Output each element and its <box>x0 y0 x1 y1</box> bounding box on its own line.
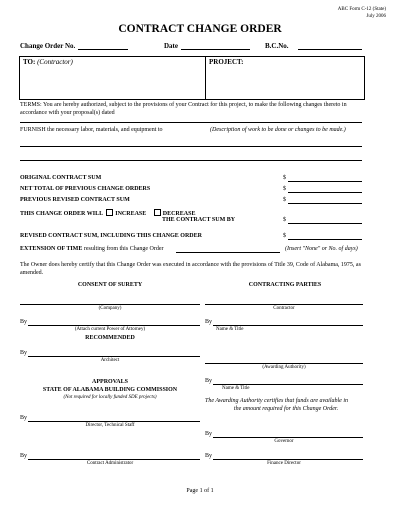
extension-text: resulting from this Change Order <box>83 246 164 252</box>
increase-checkbox[interactable] <box>106 209 113 216</box>
this-change-row <box>20 209 195 217</box>
contractor-by-label: By <box>205 319 213 325</box>
not-required-note: (Not required for locally funded SDE projects) <box>63 395 157 400</box>
to-label: TO: <box>23 58 36 66</box>
form-id: ABC Form C-12 (State) <box>337 7 386 12</box>
awarding-certifies-line-2: the amount required for this Change Order. <box>233 406 339 412</box>
to-label-wrap <box>23 58 73 66</box>
bc-no-field[interactable] <box>298 49 362 50</box>
dollar-5: $ <box>283 233 286 239</box>
decrease-label: DECREASE <box>162 211 196 217</box>
certify-text: The Owner does hereby certify that this Change Order was executed in accordance with the provisions of Title 39, Code of Alabama, 1975, as amended. <box>20 262 361 276</box>
attach-poa-caption: (Attach current Power of Attorney) <box>74 327 146 332</box>
original-sum-field[interactable] <box>288 181 362 182</box>
contract-admin-caption: Contract Administrator <box>86 461 134 466</box>
bc-no-label: B.C.No. <box>265 42 289 50</box>
terms-text: TERMS: You are hereby authorized, subject to the provisions of your Contract for this project, to make the following changes thereto in accordance with your proposal(s) dated <box>20 102 347 116</box>
form-date: July 2006 <box>366 13 386 19</box>
project-box[interactable] <box>205 56 365 100</box>
name-title-caption: Name & Title <box>216 327 244 332</box>
admin-by-line[interactable] <box>28 459 200 460</box>
furnish-line-2[interactable] <box>20 160 362 161</box>
parties-heading: CONTRACTING PARTIES <box>248 282 322 288</box>
recommended-heading: RECOMMENDED <box>85 335 135 341</box>
extension-field[interactable] <box>176 252 280 253</box>
extension-row <box>20 246 164 252</box>
commission-heading: STATE OF ALABAMA BUILDING COMMISSION <box>42 387 178 393</box>
change-order-no-field[interactable] <box>78 49 128 50</box>
extension-hint: (Insert "None" or No. of days) <box>285 246 358 252</box>
finance-director-caption: Finance Director <box>267 461 301 466</box>
architect-by-line[interactable] <box>28 356 200 357</box>
project-label: PROJECT: <box>209 58 244 66</box>
awarding-by-line[interactable] <box>213 384 363 385</box>
finance-by-line[interactable] <box>213 459 363 460</box>
extension-label: EXTENSION OF TIME <box>20 246 83 252</box>
date-field[interactable] <box>181 49 250 50</box>
page-footer: Page 1 of 1 <box>186 488 214 494</box>
furnish-line-1[interactable] <box>20 146 362 147</box>
dollar-2: $ <box>283 186 286 192</box>
governor-caption: Governor <box>274 439 294 444</box>
dollar-3: $ <box>283 197 286 203</box>
approvals-heading: APPROVALS <box>92 379 128 385</box>
consent-heading: CONSENT OF SURETY <box>77 282 143 288</box>
company-caption: (Company) <box>98 306 122 311</box>
surety-by-line[interactable] <box>28 325 200 326</box>
dollar-1: $ <box>283 175 286 181</box>
previous-revised-label: PREVIOUS REVISED CONTRACT SUM <box>20 197 130 203</box>
revised-including-field[interactable] <box>288 239 362 240</box>
contractor-by-line[interactable] <box>213 325 363 326</box>
dollar-4: $ <box>283 217 286 223</box>
name-title-caption-2: Name & Title <box>222 386 250 391</box>
governor-by-line[interactable] <box>213 437 363 438</box>
director-caption: Director, Technical Staff <box>85 423 135 428</box>
architect-by-label: By <box>20 350 28 356</box>
director-by-line[interactable] <box>28 421 200 422</box>
this-change-field[interactable] <box>288 223 362 224</box>
awarding-authority-caption: (Awarding Authority) <box>262 365 306 370</box>
net-previous-label: NET TOTAL OF PREVIOUS CHANGE ORDERS <box>20 186 151 192</box>
governor-by-label: By <box>205 431 213 437</box>
director-by-label: By <box>20 415 28 421</box>
contract-sum-by-label: THE CONTRACT SUM BY <box>162 217 236 223</box>
to-contractor-box[interactable] <box>19 56 206 100</box>
admin-by-label: By <box>20 453 28 459</box>
change-order-no-label: Change Order No. <box>20 42 76 50</box>
furnish-text: FURNISH the necessary labor, materials, and equipment to <box>20 127 163 133</box>
decrease-checkbox[interactable] <box>154 209 161 216</box>
awarding-certifies-line-1: The Awarding Authority certifies that funds are available in <box>205 398 348 404</box>
net-previous-field[interactable] <box>288 192 362 193</box>
furnish-hint: (Description of work to be done or changes to be made.) <box>210 127 346 133</box>
date-label: Date <box>164 42 178 50</box>
architect-caption: Architect <box>100 358 120 363</box>
terms-line[interactable] <box>20 122 362 123</box>
company-line[interactable] <box>20 304 200 305</box>
surety-by-label: By <box>20 319 28 325</box>
contractor-caption: Contractor <box>273 306 295 311</box>
form-id-block <box>338 7 386 20</box>
to-hint: (Contractor) <box>37 58 73 66</box>
contractor-line[interactable] <box>205 304 363 305</box>
revised-including-label: REVISED CONTRACT SUM, INCLUDING THIS CHANGE ORDER <box>20 233 202 239</box>
awarding-certifies-note <box>205 397 367 413</box>
finance-by-label: By <box>205 453 213 459</box>
increase-label: INCREASE <box>115 211 147 217</box>
original-sum-label: ORIGINAL CONTRACT SUM <box>20 175 102 181</box>
page-title: CONTRACT CHANGE ORDER <box>118 23 282 35</box>
awarding-by-label: By <box>205 378 213 384</box>
awarding-authority-line[interactable] <box>205 363 363 364</box>
previous-revised-field[interactable] <box>288 203 362 204</box>
this-change-label: THIS CHANGE ORDER WILL <box>20 211 103 217</box>
